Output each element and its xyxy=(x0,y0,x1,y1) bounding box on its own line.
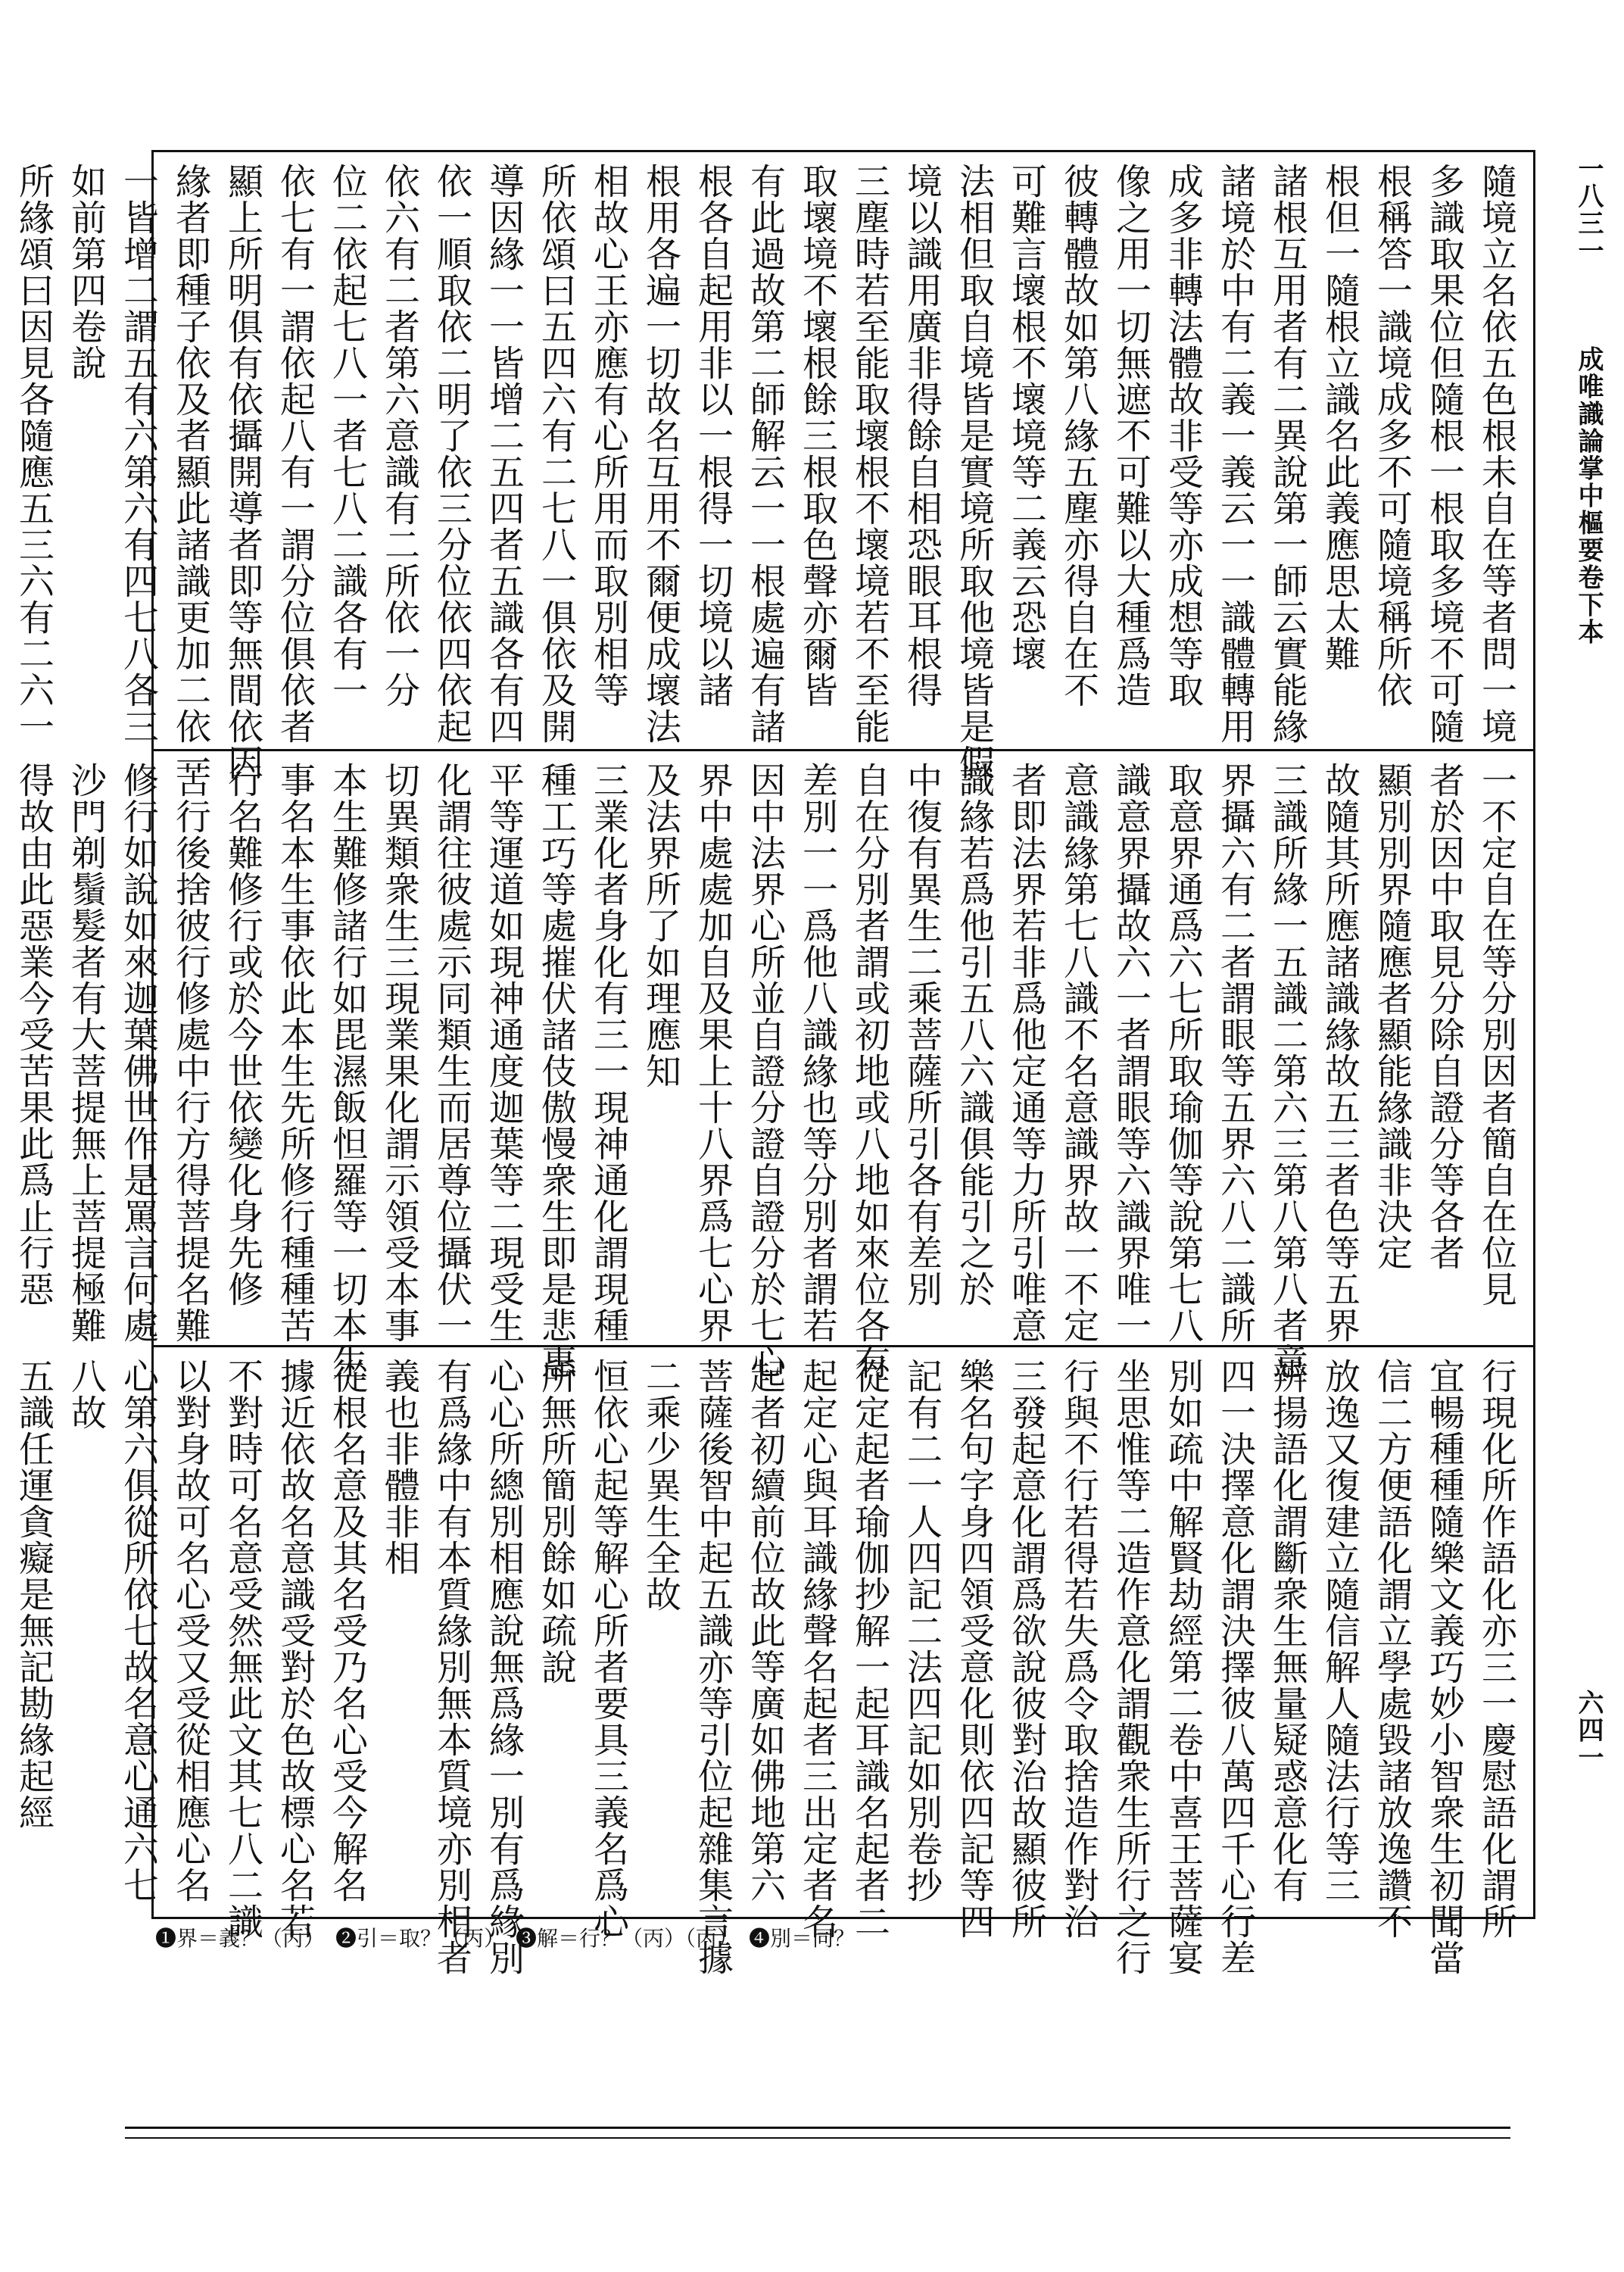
text-column: 像之用一切無遮不可難以大種爲造 xyxy=(1110,163,1152,708)
text-column: 放逸又復建立隨信解人隨法行等三 xyxy=(1319,1358,1361,1903)
text-column: 依一順取依二明了依三分位依四依起 xyxy=(431,163,472,744)
text-column: 有此過故第二師解云一一根處遍有諸 xyxy=(744,163,786,744)
text-column: 從定起者瑜伽抄解一起耳識名起者二 xyxy=(849,1358,890,1940)
text-column: 起者初續前位故此等廣如佛地第六 xyxy=(744,1358,786,1903)
text-column: 三發起意化謂爲欲說彼對治故顯彼所 xyxy=(1005,1358,1047,1940)
text-column: 信二方便語化謂立學處毀諸放逸讚不 xyxy=(1371,1358,1413,1940)
text-column: 心第六俱從所依七故名意心通六七 xyxy=(117,1358,159,1903)
text-column: 以對身故可名心受又受從相應心名 xyxy=(170,1358,211,1903)
text-column: 心心所總別相應說無爲緣一別有爲緣別 xyxy=(483,1358,525,1976)
text-column: 化謂往彼處示同類生而居尊位攝伏一 xyxy=(431,762,472,1344)
text-column: 修行如說如來迦葉佛世作是罵言何處 xyxy=(117,762,159,1344)
text-column: 根各自起用非以一根得一切境以諸 xyxy=(692,163,734,708)
text-column: 坐思惟等二造作意化謂觀衆生所行之行 xyxy=(1110,1358,1152,1976)
text-column: 別如疏中解賢劫經第二卷中喜王菩薩宴 xyxy=(1162,1358,1204,1976)
bottom-rule xyxy=(125,2127,1510,2129)
section-number: 六四一 xyxy=(1573,1689,1604,1771)
text-column: 諸根互用者有二異說第一師云實能緣 xyxy=(1267,163,1308,744)
text-column: 菩薩後智中起五識亦等引位起雜集言據 xyxy=(692,1358,734,1976)
text-column: 識意界攝故六一者謂眼等六識界唯一 xyxy=(1110,762,1152,1344)
text-column: 有爲緣中有本質緣別無本質境亦別相者 xyxy=(431,1358,472,1976)
text-column: 辨揚語化謂斷衆生無量疑惑意化有 xyxy=(1267,1358,1308,1903)
text-column: 義也非體非相 xyxy=(379,1358,420,1576)
text-column: 四一決擇意化謂決擇彼八萬四千心行差 xyxy=(1214,1358,1256,1976)
text-column: 取意界通爲六七所取瑜伽等說第七八 xyxy=(1162,762,1204,1344)
text-column: 種工巧等處摧伏諸伎傲慢衆生即是悲惠 xyxy=(535,762,577,1380)
text-column: 一不定自在等分別因者簡自在位見 xyxy=(1476,762,1517,1307)
text-columns-top xyxy=(13,152,1533,781)
text-column: 顯別別界隨應者顯能緣識非決定 xyxy=(1371,762,1413,1271)
text-column: 境以識用廣非得餘自相恐眼耳根得 xyxy=(901,163,943,708)
text-column: 起定心與耳識緣聲名起者三出定者名 xyxy=(796,1358,838,1940)
text-column: 從根名意及其名受乃名心受今解名 xyxy=(326,1358,368,1903)
text-column: 顯上所明俱有依攝開導者即等無間依因 xyxy=(222,163,263,781)
text-column: 者於因中取見分除自證分等各者 xyxy=(1423,762,1465,1271)
text-column: 三識所緣一五識二第六三第八第八者意 xyxy=(1267,762,1308,1380)
text-column: 三業化者身化有三一現神通化謂現種 xyxy=(588,762,629,1344)
text-column: 依七有一謂依起八有一謂分位俱依者 xyxy=(274,163,316,744)
text-column: 導因緣一一皆增二五四者五識各有四 xyxy=(483,163,525,744)
text-column: 行名難修行或於今世依變化身先修 xyxy=(222,762,263,1307)
text-column: 法相但取自境皆是實境所取他境皆是假 xyxy=(953,163,995,781)
text-column: 多識取果位但隨根一根取多境不可隨 xyxy=(1423,163,1465,744)
text-column: 所無所簡別餘如疏說 xyxy=(535,1358,577,1685)
text-column: 五識任運貪癡是無記勘緣起經 xyxy=(13,1358,55,1830)
text-column: 八故 xyxy=(65,1358,107,1431)
text-band-top xyxy=(13,152,1533,781)
text-column: 宜暢種種隨樂文義巧妙小智衆生初聞當 xyxy=(1423,1358,1465,1976)
text-column: 根但一隨根立識名此義應思太難 xyxy=(1319,163,1361,672)
text-column: 記有二一人四記二法四記如別卷抄 xyxy=(901,1358,943,1903)
text-column: 不對時可名意受然無此文其七八二識 xyxy=(222,1358,263,1940)
text-column: 諸境於中有二義一義云一一識體轉用 xyxy=(1214,163,1256,744)
text-column: 緣者即種子依及者顯此諸識更加二依一 xyxy=(170,163,211,781)
text-column: 差別一一爲他八識緣也等分別者謂若 xyxy=(796,762,838,1344)
text-column: 依六有二者第六意識有二所依一分 xyxy=(379,163,420,708)
text-column: 可難言壞根不壞境等二義云恐壞 xyxy=(1005,163,1047,672)
text-column: 中復有異生二乘菩薩所引各有差別 xyxy=(901,762,943,1307)
text-column: 切異類衆生三現業果化謂示領受本事 xyxy=(379,762,420,1344)
text-columns-middle xyxy=(13,751,1533,1380)
text-column: 據近依故名意識受對於色故標心名若 xyxy=(274,1358,316,1940)
text-column: 苦行後捨彼行修處中行方得菩提名難 xyxy=(170,762,211,1344)
text-column: 本生難修諸行如毘濕飯怛羅等一切本生 xyxy=(326,762,368,1380)
text-column: 二乘少異生全故 xyxy=(640,1358,681,1612)
text-column: 事名本生事依此本生先所修行種種苦 xyxy=(274,762,316,1344)
text-column: 成多非轉法體故非受等亦成想等取 xyxy=(1162,163,1204,708)
text-column: 故隨其所應諸識緣故五三者色等五界 xyxy=(1319,762,1361,1344)
text-column: 一皆增二謂五有六第六有四七八各三 xyxy=(117,163,159,744)
text-band-middle xyxy=(13,751,1533,1380)
running-header xyxy=(1552,155,1605,1973)
text-column: 隨境立名依五色根未自在等者問一境 xyxy=(1476,163,1517,744)
text-column: 自在分別者謂或初地或八地如來位各有 xyxy=(849,762,890,1380)
text-column: 者即法界若非爲他定通等力所引唯意 xyxy=(1005,762,1047,1344)
text-column: 識緣若爲他引五八六識俱能引之於 xyxy=(953,762,995,1307)
text-column: 所緣頌曰因見各隨應五三六有二六一 xyxy=(13,163,55,744)
text-column: 平等運道如現神通度迦葉等二現受生 xyxy=(483,762,525,1344)
text-column: 樂名句字身四領受意化則依四記等四 xyxy=(953,1358,995,1940)
text-column: 得故由此惡業今受苦果此爲止行惡 xyxy=(13,762,55,1307)
text-column: 界攝六有二者謂眼等五界六八二識所 xyxy=(1214,762,1256,1344)
text-column: 三塵時若至能取壞根不壞境若不至能 xyxy=(849,163,890,744)
text-column: 界中處處加自及果上十八界爲七心界 xyxy=(692,762,734,1344)
text-column: 根稱答一識境成多不可隨境稱所依 xyxy=(1371,163,1413,708)
text-column: 相故心王亦應有心所用而取別相等 xyxy=(588,163,629,708)
text-column: 意識緣第七八識不名意識界故一不定 xyxy=(1058,762,1099,1344)
folio-number: 一八三一 xyxy=(1573,155,1604,264)
text-column: 根用各遍一切故名互用不爾便成壞法 xyxy=(640,163,681,744)
running-title: 成唯識論掌中樞要卷下本 xyxy=(1573,345,1604,646)
text-column: 行與不行若得若失爲令取捨造作對治 xyxy=(1058,1358,1099,1940)
text-column: 位二依起七八一者七八二識各有一 xyxy=(326,163,368,708)
text-column: 如前第四卷說 xyxy=(65,163,107,381)
text-column: 沙門剃鬚髮者有大菩提無上菩提極難 xyxy=(65,762,107,1344)
bottom-rule-thin xyxy=(125,2137,1510,2139)
text-column: 及法界所了如理應知 xyxy=(640,762,681,1089)
text-column: 因中法界心所並自證分證自證分於七心 xyxy=(744,762,786,1380)
text-column: 恒依心起等解心所者要具三義名爲心 xyxy=(588,1358,629,1940)
footnotes: ❶界＝義？（丙） ❷引＝取？（丙） ❸解＝行？（丙）（丙） ❹別＝同？ xyxy=(155,1926,856,1951)
text-column: 所依頌曰五四六有二七八一俱依及開 xyxy=(535,163,577,744)
text-column: 行現化所作語化亦三一慶慰語化謂所 xyxy=(1476,1358,1517,1940)
text-column: 取壞境不壞根餘三根取色聲亦爾皆 xyxy=(796,163,838,708)
text-column: 彼轉體故如第八緣五塵亦得自在不 xyxy=(1058,163,1099,708)
